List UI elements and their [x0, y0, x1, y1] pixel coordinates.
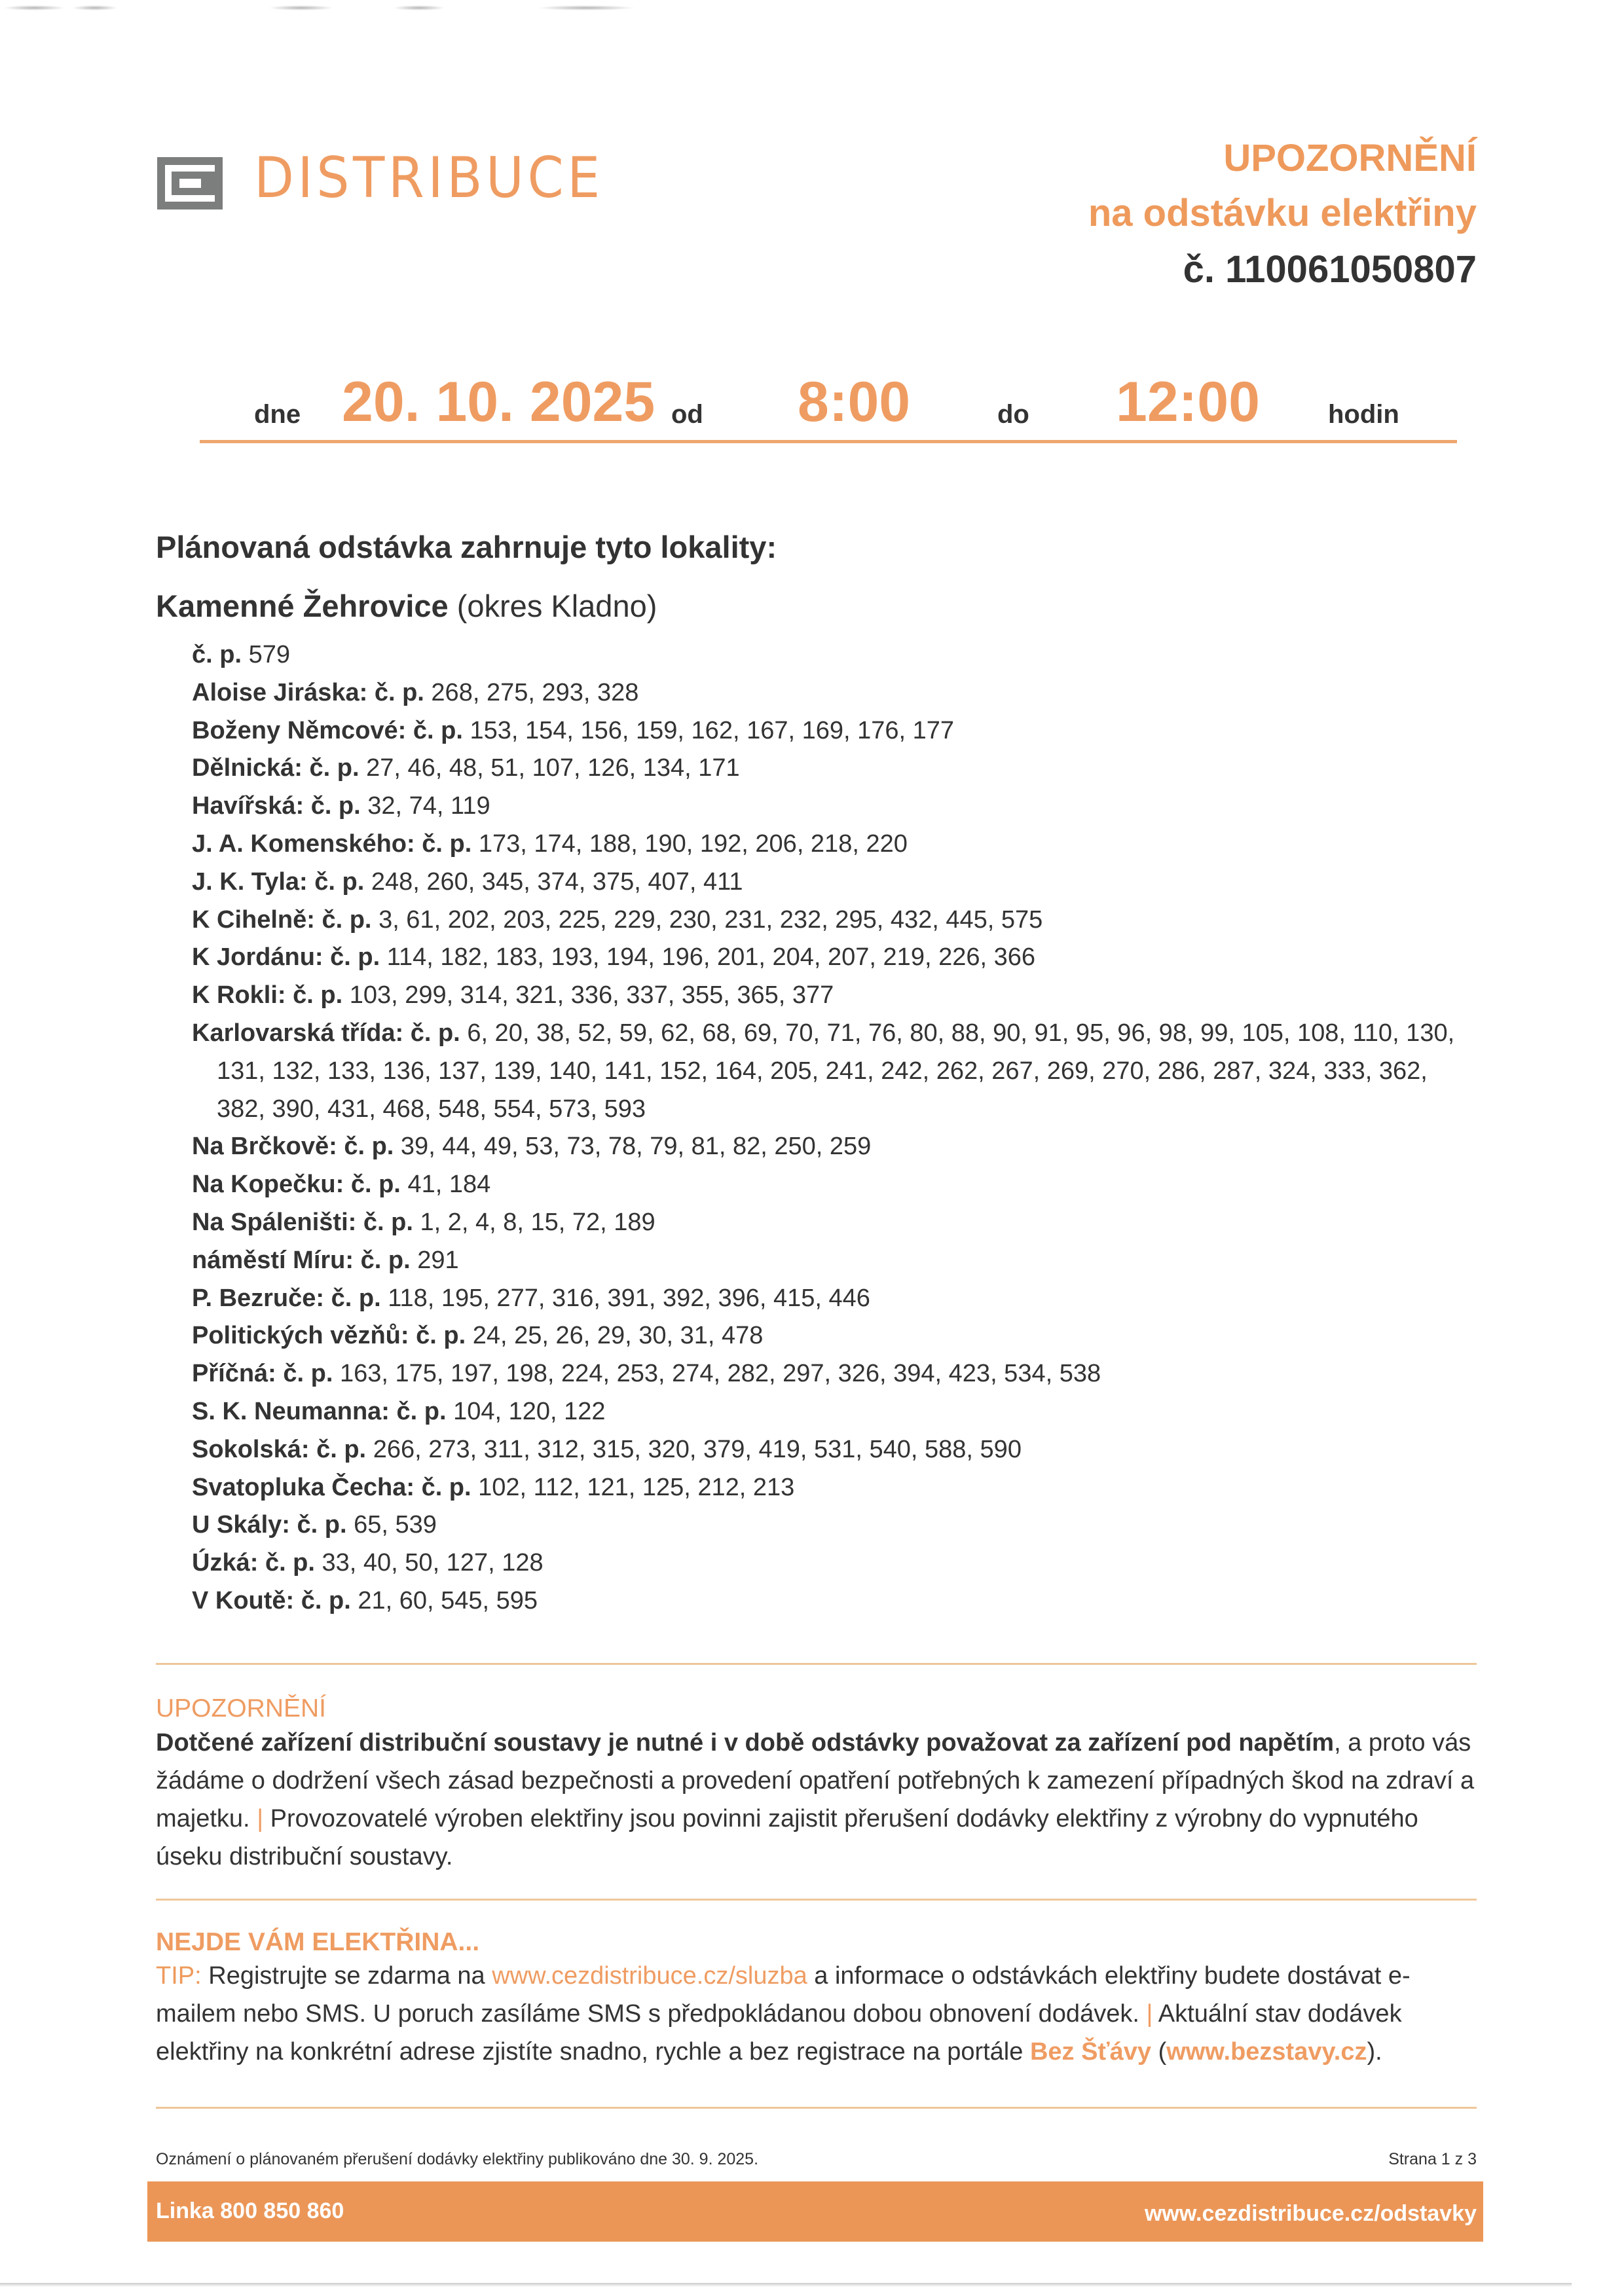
- house-numbers: 118, 195, 277, 316, 391, 392, 396, 415, 446: [388, 1284, 870, 1312]
- location-item: [192, 1280, 1482, 1318]
- street-name: náměstí Míru:: [192, 1246, 354, 1274]
- town-name: [156, 588, 657, 624]
- paren-close: ).: [1367, 2038, 1382, 2066]
- house-numbers: 104, 120, 122: [453, 1397, 606, 1425]
- house-numbers: 102, 112, 121, 125, 212, 213: [478, 1473, 795, 1501]
- warning-title: UPOZORNĚNÍ: [156, 1694, 327, 1722]
- location-item: [192, 750, 1482, 788]
- house-numbers: 103, 299, 314, 321, 336, 337, 355, 365, 377: [349, 981, 834, 1010]
- warning-text: [156, 1724, 1485, 1876]
- divider: [156, 1663, 1477, 1665]
- cp-label: č. p.: [314, 867, 365, 896]
- cp-label: č. p.: [350, 1171, 401, 1199]
- street-name: P. Bezruče:: [192, 1284, 325, 1312]
- location-item: [192, 712, 1482, 750]
- house-numbers: 24, 25, 26, 29, 30, 31, 478: [472, 1322, 764, 1350]
- tip-text-3: Aktuální stav dodávek elektřiny na konkrétní adrese zjistíte snadno, rychle a bez registrace na portále: [156, 2000, 1402, 2066]
- from-label: od: [671, 400, 703, 429]
- location-item: [192, 1469, 1482, 1507]
- tip-text-1: Registrujte se zdarma na: [201, 1962, 492, 1990]
- outage-from-time: 8:00: [798, 371, 911, 433]
- location-item: [192, 1544, 1482, 1582]
- location-item: [192, 1393, 1482, 1431]
- street-name: K Rokli:: [192, 981, 286, 1010]
- location-item: [192, 939, 1482, 977]
- cp-label: č. p.: [322, 905, 372, 934]
- warning-text-1: , a proto vás žádáme o dodržení všech zásad bezpečnosti a provedení opatření potřebných k zamezení případných škod na zdraví a majetku.: [156, 1729, 1475, 1832]
- street-name: Karlovarská třída:: [192, 1019, 404, 1047]
- scan-shadow: [72, 5, 118, 10]
- house-numbers: 41, 184: [407, 1171, 491, 1199]
- street-name: Aloise Jiráska:: [192, 678, 368, 706]
- house-numbers: 248, 260, 345, 374, 375, 407, 411: [371, 867, 743, 896]
- notice-title: UPOZORNĚNÍ: [1223, 137, 1477, 179]
- cp-label: č. p.: [331, 1284, 381, 1312]
- location-item: [192, 1242, 1482, 1280]
- hours-label: hodin: [1328, 400, 1399, 429]
- portal-name-link[interactable]: Bez Šťávy: [1029, 2038, 1152, 2066]
- location-item: [192, 674, 1482, 712]
- location-item: [192, 1128, 1482, 1166]
- district: (okres Kladno): [456, 589, 657, 623]
- house-numbers: 3, 61, 202, 203, 225, 229, 230, 231, 232, 295, 432, 445, 575: [378, 905, 1043, 934]
- street-name: Svatopluka Čecha:: [192, 1473, 415, 1501]
- house-numbers: 114, 182, 183, 193, 194, 196, 201, 204, 207, 219, 226, 366: [386, 943, 1035, 972]
- location-item: [192, 1317, 1482, 1355]
- scan-shadow: [393, 5, 445, 10]
- house-numbers: 39, 44, 49, 53, 73, 78, 79, 81, 82, 250, 259: [400, 1133, 872, 1161]
- location-item: [192, 1355, 1482, 1393]
- house-numbers: 173, 174, 188, 190, 192, 206, 218, 220: [478, 829, 908, 858]
- paren-open: (: [1151, 2038, 1167, 2066]
- house-numbers: 21, 60, 545, 595: [358, 1586, 538, 1614]
- tip-text-2: a informace o odstávkách elektřiny budete dostávat e-mailem nebo SMS. U poruch zasíláme SMS s předpokládanou dobou obnovení dodávek.: [156, 1962, 1411, 2028]
- street-name: Politických vězňů:: [192, 1322, 409, 1350]
- street-name: K Cihelně:: [192, 905, 315, 934]
- cp-label: č. p.: [374, 678, 424, 706]
- to-label: do: [997, 400, 1029, 429]
- outage-to-time: 12:00: [1116, 371, 1260, 433]
- house-numbers: 33, 40, 50, 127, 128: [322, 1549, 544, 1577]
- scan-shadow: [268, 5, 334, 10]
- cp-label: č. p.: [301, 1586, 351, 1614]
- outage-date: 20. 10. 2025: [342, 371, 655, 433]
- cp-label: č. p.: [416, 1322, 466, 1350]
- cp-label: č. p.: [283, 1360, 333, 1388]
- service-link[interactable]: www.cezdistribuce.cz/sluzba: [492, 1962, 807, 1990]
- cp-label: č. p.: [344, 1133, 394, 1161]
- house-numbers: 27, 46, 48, 51, 107, 126, 134, 171: [366, 754, 740, 782]
- street-name: Na Kopečku:: [192, 1171, 344, 1199]
- location-item: [192, 864, 1482, 902]
- website-link[interactable]: www.cezdistribuce.cz/odstavky: [1144, 2201, 1477, 2226]
- divider: [200, 440, 1457, 443]
- location-item: [192, 788, 1482, 826]
- house-numbers: 1, 2, 4, 8, 15, 72, 189: [420, 1208, 655, 1236]
- house-numbers: 6, 20, 38, 52, 59, 62, 68, 69, 70, 71, 76, 80, 88, 90, 91, 95, 96, 98, 99, 105, 108, 110, 130, 131, 132, 133, 136, 137, 139, 140, 141, 152, 164, 205, 241, 242, 262, 267, 269, 270, 286, 287, 324, 333, 362, 382, 390, 431, 468, 548, 554, 573, 593: [217, 1019, 1455, 1123]
- outage-time-row: [200, 373, 1457, 445]
- cez-logo-icon: [157, 157, 223, 210]
- tip-label: TIP:: [156, 1962, 202, 1990]
- street-name: J. K. Tyla:: [192, 867, 308, 896]
- page-number: Strana 1 z 3: [1388, 2150, 1477, 2168]
- hotline[interactable]: Linka 800 850 860: [156, 2198, 344, 2223]
- cp-label: č. p.: [330, 943, 380, 972]
- tip-text: [156, 1957, 1485, 2071]
- street-name: Sokolská:: [192, 1435, 310, 1463]
- street-name: Příčná:: [192, 1360, 276, 1388]
- street-name: J. A. Komenského:: [192, 829, 415, 858]
- location-item: [192, 1506, 1482, 1544]
- location-item: [192, 902, 1482, 939]
- warning-text-2: Provozovatelé výroben elektřiny jsou povinni zajistit přerušení dodávky elektřiny z výrobny do vypnutého úseku distribuční soustavy.: [156, 1805, 1418, 1870]
- street-name: Havířská:: [192, 792, 304, 820]
- divider: [156, 2107, 1477, 2109]
- divider: [156, 1899, 1477, 1901]
- tip-title: NEJDE VÁM ELEKTŘINA...: [156, 1928, 480, 1956]
- date-label: dne: [254, 400, 301, 429]
- location-item: [192, 977, 1482, 1015]
- house-numbers: 65, 539: [354, 1511, 437, 1539]
- street-name: K Jordánu:: [192, 943, 323, 972]
- cp-label: č. p.: [360, 1246, 411, 1274]
- location-item: [192, 1431, 1482, 1469]
- scan-shadow: [537, 5, 635, 10]
- street-name: Úzká:: [192, 1549, 259, 1577]
- warning-bold-text: Dotčené zařízení distribuční soustavy je nutné i v době odstávky považovat za zařízení pod napětím: [156, 1729, 1335, 1757]
- cp-label: č. p.: [422, 829, 472, 858]
- house-numbers: 153, 154, 156, 159, 162, 167, 169, 176, 177: [470, 716, 955, 744]
- house-numbers: 291: [417, 1246, 459, 1274]
- house-numbers: 32, 74, 119: [367, 792, 490, 820]
- cp-label: č. p.: [309, 754, 360, 782]
- location-item: [192, 1204, 1482, 1242]
- cp-label: č. p.: [316, 1435, 367, 1463]
- house-numbers: 268, 275, 293, 328: [431, 678, 639, 706]
- publication-note: Oznámení o plánovaném přerušení dodávky elektřiny publikováno dne 30. 9. 2025.: [156, 2150, 759, 2168]
- street-name: V Koutě:: [192, 1586, 295, 1614]
- cp-label: č. p.: [421, 1473, 471, 1501]
- locations-heading: Plánovaná odstávka zahrnuje tyto lokality:: [156, 530, 777, 564]
- house-numbers: 163, 175, 197, 198, 224, 253, 274, 282, 297, 326, 394, 423, 534, 538: [339, 1360, 1101, 1388]
- location-item: [192, 826, 1482, 864]
- pipe-separator: |: [257, 1805, 264, 1832]
- house-numbers: 266, 273, 311, 312, 315, 320, 379, 419, 531, 540, 588, 590: [373, 1435, 1022, 1463]
- pipe-separator: |: [1146, 2000, 1153, 2028]
- house-numbers: 579: [248, 641, 290, 668]
- cp-label: č. p.: [293, 981, 343, 1010]
- notice-number: č. 110061050807: [1183, 248, 1477, 291]
- location-list: [192, 636, 1482, 1620]
- location-item: [192, 1166, 1482, 1204]
- street-name: Boženy Němcové:: [192, 716, 407, 744]
- cp-label: č. p.: [413, 716, 463, 744]
- location-item: [192, 636, 1482, 674]
- cp-label: č. p.: [396, 1397, 447, 1425]
- cp-label: č. p.: [297, 1511, 347, 1539]
- brand-logo-text: DISTRIBUCE: [254, 145, 604, 211]
- cp-label: č. p.: [192, 641, 242, 668]
- town: Kamenné Žehrovice: [156, 589, 449, 623]
- cp-label: č. p.: [310, 792, 361, 820]
- cp-label: č. p.: [265, 1549, 315, 1577]
- street-name: Na Brčkově:: [192, 1133, 337, 1161]
- scan-shadow: [0, 2283, 1572, 2287]
- notice-subtitle: na odstávku elektřiny: [1088, 192, 1477, 234]
- cp-label: č. p.: [410, 1019, 460, 1047]
- scan-shadow: [3, 5, 65, 10]
- street-name: Na Spáleništi:: [192, 1208, 357, 1236]
- bezstavy-link[interactable]: www.bezstavy.cz: [1166, 2038, 1367, 2066]
- footer-banner: [147, 2181, 1483, 2242]
- street-name: U Skály:: [192, 1511, 290, 1539]
- location-item: [192, 1015, 1482, 1128]
- location-item: [192, 1582, 1482, 1620]
- street-name: S. K. Neumanna:: [192, 1397, 390, 1425]
- street-name: Dělnická:: [192, 754, 303, 782]
- cp-label: č. p.: [363, 1208, 413, 1236]
